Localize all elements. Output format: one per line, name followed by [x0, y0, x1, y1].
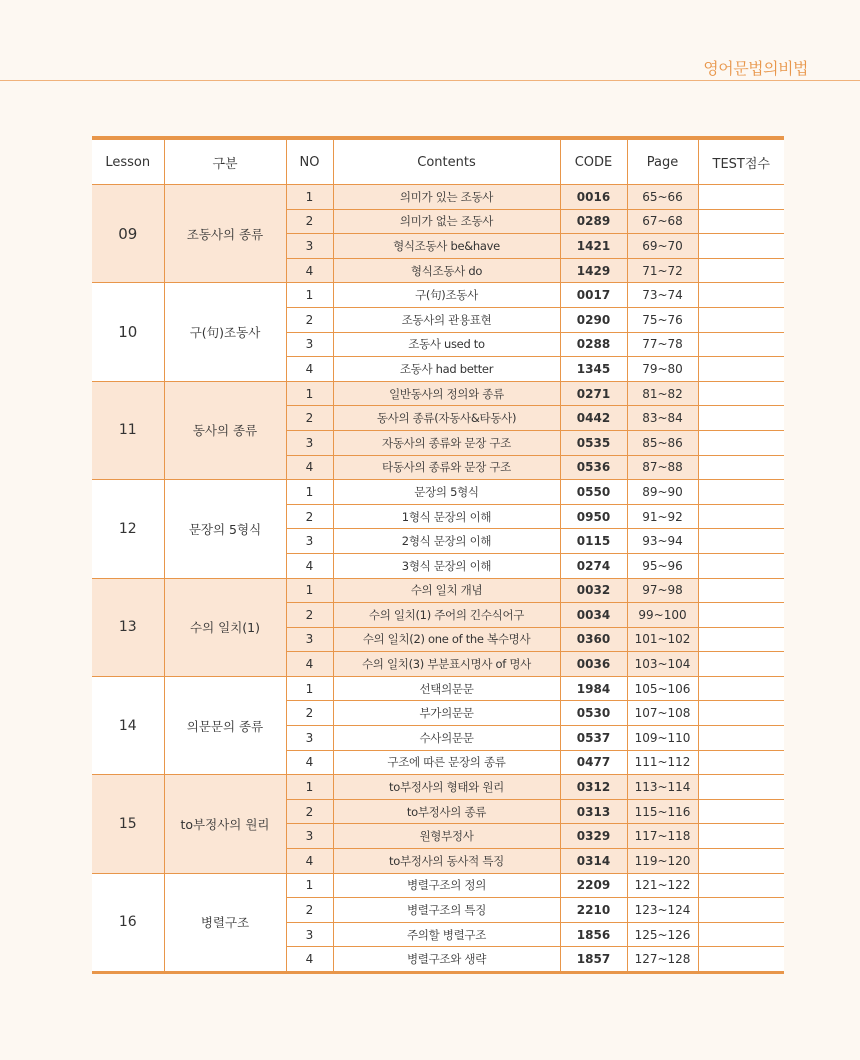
row-code: 0271	[560, 381, 627, 406]
lesson-group	[92, 873, 784, 972]
row-code: 0537	[560, 726, 627, 751]
test-score-cell[interactable]	[698, 504, 784, 529]
test-score-cell[interactable]	[698, 209, 784, 234]
row-number: 2	[286, 209, 333, 234]
test-score-cell[interactable]	[698, 947, 784, 973]
test-score-cell[interactable]	[698, 283, 784, 308]
row-number: 3	[286, 627, 333, 652]
row-contents: 주의할 병렬구조	[333, 922, 560, 947]
row-page: 117~118	[627, 824, 698, 849]
row-code: 0274	[560, 553, 627, 578]
row-code: 2209	[560, 873, 627, 898]
row-contents: 타동사의 종류와 문장 구조	[333, 455, 560, 480]
row-page: 89~90	[627, 480, 698, 505]
lesson-group	[92, 185, 784, 283]
lesson-number: 16	[92, 873, 164, 972]
row-contents: 원형부정사	[333, 824, 560, 849]
row-contents: 부가의문문	[333, 701, 560, 726]
row-contents: 조동사 had better	[333, 357, 560, 382]
table-row	[92, 480, 784, 505]
row-number: 4	[286, 750, 333, 775]
row-number: 3	[286, 726, 333, 751]
row-number: 1	[286, 578, 333, 603]
row-code: 0289	[560, 209, 627, 234]
row-contents: 2형식 문장의 이해	[333, 529, 560, 554]
lesson-category: 병렬구조	[164, 873, 286, 972]
row-contents: 병렬구조의 정의	[333, 873, 560, 898]
row-contents: 문장의 5형식	[333, 480, 560, 505]
table-header	[92, 138, 784, 185]
row-code: 0288	[560, 332, 627, 357]
row-contents: 1형식 문장의 이해	[333, 504, 560, 529]
row-page: 67~68	[627, 209, 698, 234]
lesson-number: 09	[92, 185, 164, 283]
row-contents: 의미가 없는 조동사	[333, 209, 560, 234]
row-page: 93~94	[627, 529, 698, 554]
row-code: 0535	[560, 430, 627, 455]
test-score-cell[interactable]	[698, 799, 784, 824]
test-score-cell[interactable]	[698, 652, 784, 677]
table-row	[92, 381, 784, 406]
test-score-cell[interactable]	[698, 898, 784, 923]
row-page: 69~70	[627, 234, 698, 259]
row-code: 0536	[560, 455, 627, 480]
lesson-group	[92, 676, 784, 774]
row-contents: 수의 일치 개념	[333, 578, 560, 603]
row-number: 3	[286, 922, 333, 947]
test-score-cell[interactable]	[698, 430, 784, 455]
table-row	[92, 676, 784, 701]
row-page: 107~108	[627, 701, 698, 726]
table-row	[92, 775, 784, 800]
column-header-test-score: TEST점수	[698, 138, 784, 185]
row-code: 1857	[560, 947, 627, 973]
test-score-cell[interactable]	[698, 381, 784, 406]
row-page: 85~86	[627, 430, 698, 455]
row-code: 0313	[560, 799, 627, 824]
row-number: 3	[286, 529, 333, 554]
row-number: 2	[286, 504, 333, 529]
row-page: 103~104	[627, 652, 698, 677]
row-code: 1856	[560, 922, 627, 947]
test-score-cell[interactable]	[698, 578, 784, 603]
row-number: 1	[286, 480, 333, 505]
row-code: 0034	[560, 603, 627, 628]
row-contents: to부정사의 동사적 특징	[333, 849, 560, 874]
row-code: 1345	[560, 357, 627, 382]
row-page: 125~126	[627, 922, 698, 947]
row-code: 0017	[560, 283, 627, 308]
test-score-cell[interactable]	[698, 307, 784, 332]
lesson-group	[92, 283, 784, 381]
row-code: 0115	[560, 529, 627, 554]
header-divider	[0, 80, 860, 81]
row-page: 115~116	[627, 799, 698, 824]
lesson-number: 12	[92, 480, 164, 578]
row-contents: 선택의문문	[333, 676, 560, 701]
row-contents: 조동사 used to	[333, 332, 560, 357]
row-page: 81~82	[627, 381, 698, 406]
row-code: 0329	[560, 824, 627, 849]
lesson-group	[92, 480, 784, 578]
row-number: 4	[286, 947, 333, 973]
row-code: 0550	[560, 480, 627, 505]
row-number: 2	[286, 799, 333, 824]
row-page: 77~78	[627, 332, 698, 357]
lesson-number: 11	[92, 381, 164, 479]
test-score-cell[interactable]	[698, 726, 784, 751]
lesson-group	[92, 578, 784, 676]
row-page: 111~112	[627, 750, 698, 775]
row-contents: to부정사의 형태와 원리	[333, 775, 560, 800]
lesson-number: 13	[92, 578, 164, 676]
row-code: 0477	[560, 750, 627, 775]
column-header-no: NO	[286, 138, 333, 185]
row-page: 119~120	[627, 849, 698, 874]
row-number: 1	[286, 283, 333, 308]
lesson-group	[92, 775, 784, 873]
row-page: 97~98	[627, 578, 698, 603]
column-header-category: 구분	[164, 138, 286, 185]
lesson-number: 10	[92, 283, 164, 381]
row-page: 83~84	[627, 406, 698, 431]
row-number: 1	[286, 775, 333, 800]
table-row	[92, 185, 784, 210]
row-code: 1421	[560, 234, 627, 259]
test-score-cell[interactable]	[698, 234, 784, 259]
row-contents: 수의 일치(2) one of the 복수명사	[333, 627, 560, 652]
row-page: 127~128	[627, 947, 698, 973]
test-score-cell[interactable]	[698, 406, 784, 431]
row-number: 4	[286, 258, 333, 283]
lesson-category: 수의 일치(1)	[164, 578, 286, 676]
row-page: 95~96	[627, 553, 698, 578]
row-page: 99~100	[627, 603, 698, 628]
row-code: 1984	[560, 676, 627, 701]
test-score-cell[interactable]	[698, 873, 784, 898]
row-contents: 수의 일치(3) 부분표시명사 of 명사	[333, 652, 560, 677]
lesson-group	[92, 381, 784, 479]
row-code: 0360	[560, 627, 627, 652]
test-score-cell[interactable]	[698, 357, 784, 382]
row-page: 109~110	[627, 726, 698, 751]
row-page: 91~92	[627, 504, 698, 529]
lesson-category: 조동사의 종류	[164, 185, 286, 283]
row-code: 1429	[560, 258, 627, 283]
lesson-table	[92, 136, 784, 974]
test-score-cell[interactable]	[698, 849, 784, 874]
row-code: 0032	[560, 578, 627, 603]
row-contents: 일반동사의 정의와 종류	[333, 381, 560, 406]
column-header-code: CODE	[560, 138, 627, 185]
row-contents: 병렬구조의 특징	[333, 898, 560, 923]
row-contents: 구조에 따른 문장의 종류	[333, 750, 560, 775]
row-page: 75~76	[627, 307, 698, 332]
row-code: 0442	[560, 406, 627, 431]
row-contents: 형식조동사 be&have	[333, 234, 560, 259]
row-code: 0314	[560, 849, 627, 874]
table-row	[92, 283, 784, 308]
test-score-cell[interactable]	[698, 701, 784, 726]
test-score-cell[interactable]	[698, 775, 784, 800]
row-number: 3	[286, 430, 333, 455]
column-header-contents: Contents	[333, 138, 560, 185]
lesson-category: 동사의 종류	[164, 381, 286, 479]
row-page: 105~106	[627, 676, 698, 701]
row-contents: 구(句)조동사	[333, 283, 560, 308]
row-page: 121~122	[627, 873, 698, 898]
row-number: 3	[286, 824, 333, 849]
table-row	[92, 578, 784, 603]
table-header-row	[92, 138, 784, 185]
row-number: 2	[286, 406, 333, 431]
test-score-cell[interactable]	[698, 455, 784, 480]
test-score-cell[interactable]	[698, 922, 784, 947]
row-number: 1	[286, 185, 333, 210]
row-number: 2	[286, 307, 333, 332]
row-number: 4	[286, 652, 333, 677]
row-number: 4	[286, 455, 333, 480]
row-code: 0016	[560, 185, 627, 210]
test-score-cell[interactable]	[698, 332, 784, 357]
row-contents: 수사의문문	[333, 726, 560, 751]
row-number: 1	[286, 873, 333, 898]
row-contents: 자동사의 종류와 문장 구조	[333, 430, 560, 455]
row-page: 79~80	[627, 357, 698, 382]
column-header-lesson: Lesson	[92, 138, 164, 185]
row-page: 113~114	[627, 775, 698, 800]
row-code: 0312	[560, 775, 627, 800]
table-row	[92, 873, 784, 898]
row-number: 1	[286, 381, 333, 406]
row-contents: 의미가 있는 조동사	[333, 185, 560, 210]
row-code: 0290	[560, 307, 627, 332]
test-score-cell[interactable]	[698, 553, 784, 578]
row-code: 0530	[560, 701, 627, 726]
row-page: 73~74	[627, 283, 698, 308]
row-code: 0036	[560, 652, 627, 677]
row-number: 4	[286, 849, 333, 874]
row-number: 4	[286, 553, 333, 578]
lesson-category: to부정사의 원리	[164, 775, 286, 873]
lesson-number: 15	[92, 775, 164, 873]
row-code: 0950	[560, 504, 627, 529]
row-contents: to부정사의 종류	[333, 799, 560, 824]
test-score-cell[interactable]	[698, 529, 784, 554]
row-page: 101~102	[627, 627, 698, 652]
row-code: 2210	[560, 898, 627, 923]
test-score-cell[interactable]	[698, 603, 784, 628]
book-title: 영어문법의비법	[703, 59, 808, 78]
test-score-cell[interactable]	[698, 627, 784, 652]
row-page: 71~72	[627, 258, 698, 283]
test-score-cell[interactable]	[698, 824, 784, 849]
row-number: 2	[286, 898, 333, 923]
row-contents: 수의 일치(1) 주어의 긴수식어구	[333, 603, 560, 628]
row-number: 3	[286, 234, 333, 259]
row-contents: 동사의 종류(자동사&타동사)	[333, 406, 560, 431]
lesson-number: 14	[92, 676, 164, 774]
row-contents: 병렬구조와 생략	[333, 947, 560, 973]
row-number: 2	[286, 603, 333, 628]
test-score-cell[interactable]	[698, 185, 784, 210]
row-page: 87~88	[627, 455, 698, 480]
lesson-category: 구(句)조동사	[164, 283, 286, 381]
row-number: 3	[286, 332, 333, 357]
row-contents: 조동사의 관용표현	[333, 307, 560, 332]
row-page: 123~124	[627, 898, 698, 923]
row-page: 65~66	[627, 185, 698, 210]
row-contents: 3형식 문장의 이해	[333, 553, 560, 578]
lesson-category: 문장의 5형식	[164, 480, 286, 578]
lesson-category: 의문문의 종류	[164, 676, 286, 774]
test-score-cell[interactable]	[698, 258, 784, 283]
test-score-cell[interactable]	[698, 750, 784, 775]
row-number: 4	[286, 357, 333, 382]
row-number: 2	[286, 701, 333, 726]
column-header-page: Page	[627, 138, 698, 185]
row-contents: 형식조동사 do	[333, 258, 560, 283]
row-number: 1	[286, 676, 333, 701]
test-score-cell[interactable]	[698, 480, 784, 505]
test-score-cell[interactable]	[698, 676, 784, 701]
